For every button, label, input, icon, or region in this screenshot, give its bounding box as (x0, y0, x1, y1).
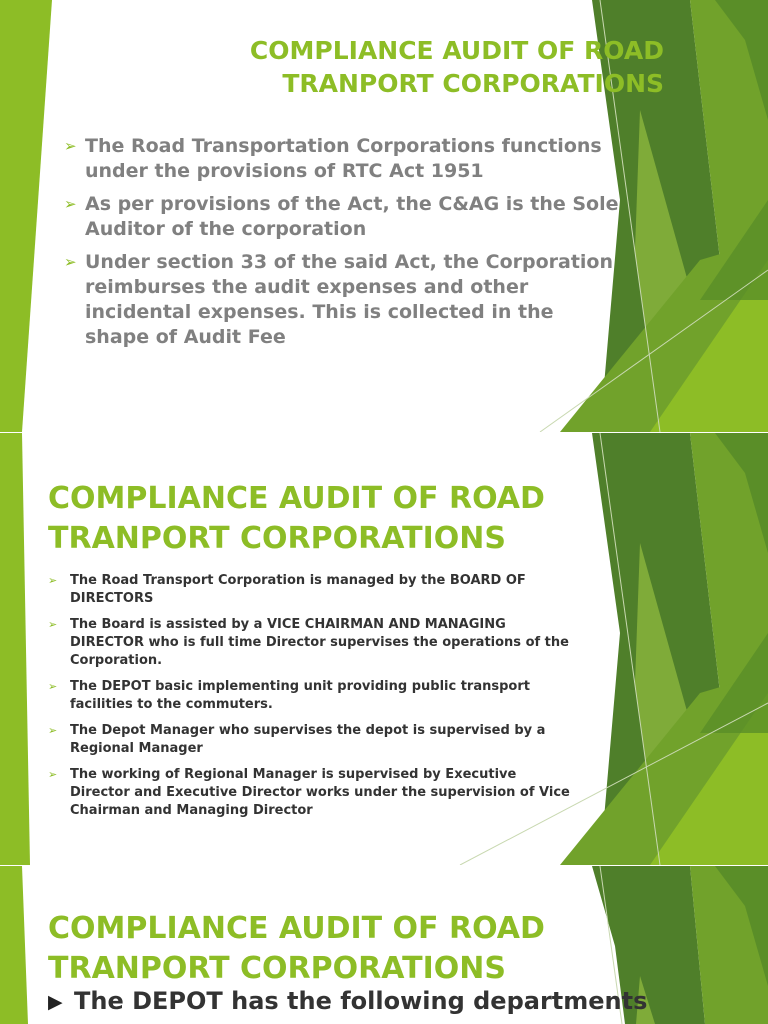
slide-title: COMPLIANCE AUDIT OF ROAD TRANPORT CORPORATIONS (48, 911, 545, 986)
right-arrowhead-icon: ➢ (48, 618, 58, 631)
right-arrowhead-icon: ➢ (64, 137, 77, 155)
right-arrowhead-icon: ➢ (64, 253, 77, 271)
slide-1 (0, 0, 768, 432)
bullet-item (48, 616, 578, 670)
bullet-text: The Depot Manager who supervises the depot is supervised by a Regional Manager (70, 723, 546, 756)
right-arrowhead-icon: ➢ (48, 724, 58, 737)
bullet-list (48, 985, 748, 1017)
bullet-text: The DEPOT has the following departments (74, 987, 648, 1015)
bullet-list (64, 134, 624, 358)
slide-2 (0, 433, 768, 865)
bullet-item (64, 134, 624, 184)
bullet-item (64, 250, 624, 350)
right-arrowhead-icon: ➢ (64, 195, 77, 213)
right-arrowhead-icon: ➢ (48, 574, 58, 587)
right-arrowhead-icon: ➢ (48, 768, 58, 781)
bullet-item (64, 192, 624, 242)
slide-title: COMPLIANCE AUDIT OF ROAD TRANPORT CORPORATIONS (48, 481, 545, 556)
bullet-text: The working of Regional Manager is supervised by Executive Director and Executive Director works under the supervision of Vice Chairman and Managing Director (70, 767, 570, 818)
bullet-item (48, 766, 578, 820)
slide-title: COMPLIANCE AUDIT OF ROAD TRANPORT CORPORATIONS (249, 36, 664, 98)
right-arrowhead-icon: ➢ (48, 680, 58, 693)
bullet-text: As per provisions of the Act, the C&AG is the Sole Auditor of the corporation (85, 193, 619, 240)
bullet-text: The Road Transport Corporation is managed by the BOARD OF DIRECTORS (70, 573, 526, 606)
bullet-item (48, 678, 578, 714)
bullet-item (48, 722, 578, 758)
slide-3 (0, 866, 768, 1024)
bullet-text: The DEPOT basic implementing unit providing public transport facilities to the commuters. (70, 679, 530, 712)
bullet-text: The Road Transportation Corporations functions under the provisions of RTC Act 1951 (85, 135, 602, 182)
bullet-list (48, 572, 578, 828)
right-triangle-icon: ▶ (48, 991, 63, 1013)
bullet-text: Under section 33 of the said Act, the Corporation reimburses the audit expenses and other incidental expenses. This is collected in the shape of Audit Fee (85, 251, 614, 348)
bullet-item (48, 572, 578, 608)
bullet-text: The Board is assisted by a VICE CHAIRMAN AND MANAGING DIRECTOR who is full time Director supervises the operations of the Corporation. (70, 617, 569, 668)
bullet-item (48, 985, 748, 1017)
